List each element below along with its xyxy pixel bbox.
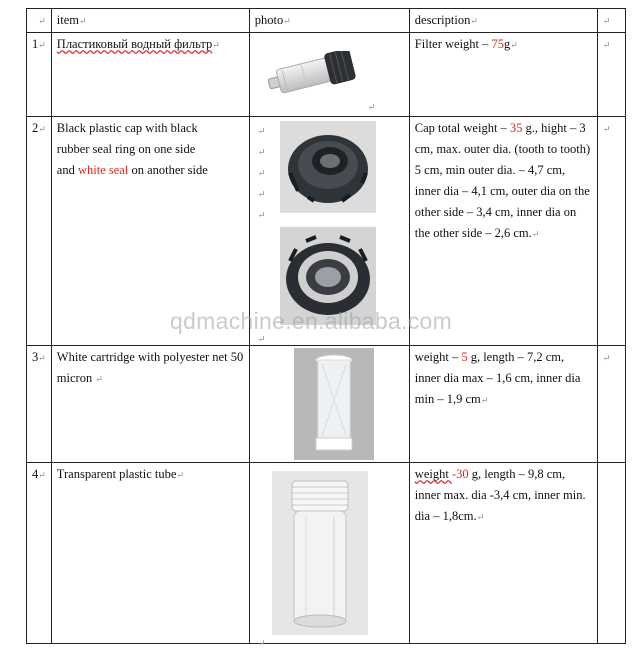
header-description: description↵	[409, 9, 597, 33]
item-cell: Пластиковый водный фильтр↵	[51, 33, 249, 117]
item-cell: Black plastic cap with black rubber seal ring on one side and white seal on another side	[51, 117, 249, 346]
table-row	[27, 346, 626, 463]
row-end-cell: ↵	[597, 346, 625, 463]
row-number: 4↵	[27, 463, 52, 644]
header-photo: photo↵	[249, 9, 409, 33]
spec-table	[26, 8, 626, 648]
header-end-cell: ↵	[597, 9, 625, 33]
row-number: 1↵	[27, 33, 52, 117]
table-row	[27, 33, 626, 117]
row-number: 2↵	[27, 117, 52, 346]
item-cell: White cartridge with polyester net 50 micron ↵	[51, 346, 249, 463]
description-cell: weight – 5 g, length – 7,2 cm, inner dia max – 1,6 cm, inner dia min – 1,9 cm↵	[409, 346, 597, 463]
header-row	[27, 9, 626, 33]
cap-photo-bottom	[280, 227, 376, 325]
item-cell: Transparent plastic tube↵	[51, 463, 249, 644]
filter-photo	[264, 51, 364, 97]
photo-cell: ↵	[249, 463, 409, 644]
description-cell: Filter weight – 75g↵	[409, 33, 597, 117]
photo-cell: ↵	[249, 33, 409, 117]
description-cell: weight -30 g, length – 9,8 cm, inner max. dia -3,4 cm, inner min. dia – 1,8cm.↵	[409, 463, 597, 644]
photo-cell	[249, 346, 409, 463]
table-row	[27, 117, 626, 346]
table-row	[27, 463, 626, 644]
cap-photo-top	[280, 121, 376, 213]
header-num-cell: ↵	[27, 9, 52, 33]
cartridge-photo	[294, 348, 374, 460]
row-end-cell	[597, 463, 625, 644]
watermark: qdmachine.en.alibaba.com	[170, 308, 453, 334]
row-end-cell: ↵	[597, 117, 625, 346]
paragraph-marks: ↵ ↵ ↵ ↵ ↵	[257, 126, 266, 220]
tube-photo	[272, 471, 368, 635]
row-number: 3↵	[27, 346, 52, 463]
row-end-cell: ↵	[597, 33, 625, 117]
description-cell: Cap total weight – 35 g., hight – 3 cm, max. outer dia. (tooth to tooth) 5 cm, min outer dia. – 4,7 cm, inner dia – 4,1 cm, outer dia on the other side – 3,4 cm, inner dia on the other side – 2,6 cm.↵	[409, 117, 597, 346]
header-item: item↵	[51, 9, 249, 33]
photo-cell: ↵ ↵ ↵ ↵ ↵ ↵	[249, 117, 409, 346]
